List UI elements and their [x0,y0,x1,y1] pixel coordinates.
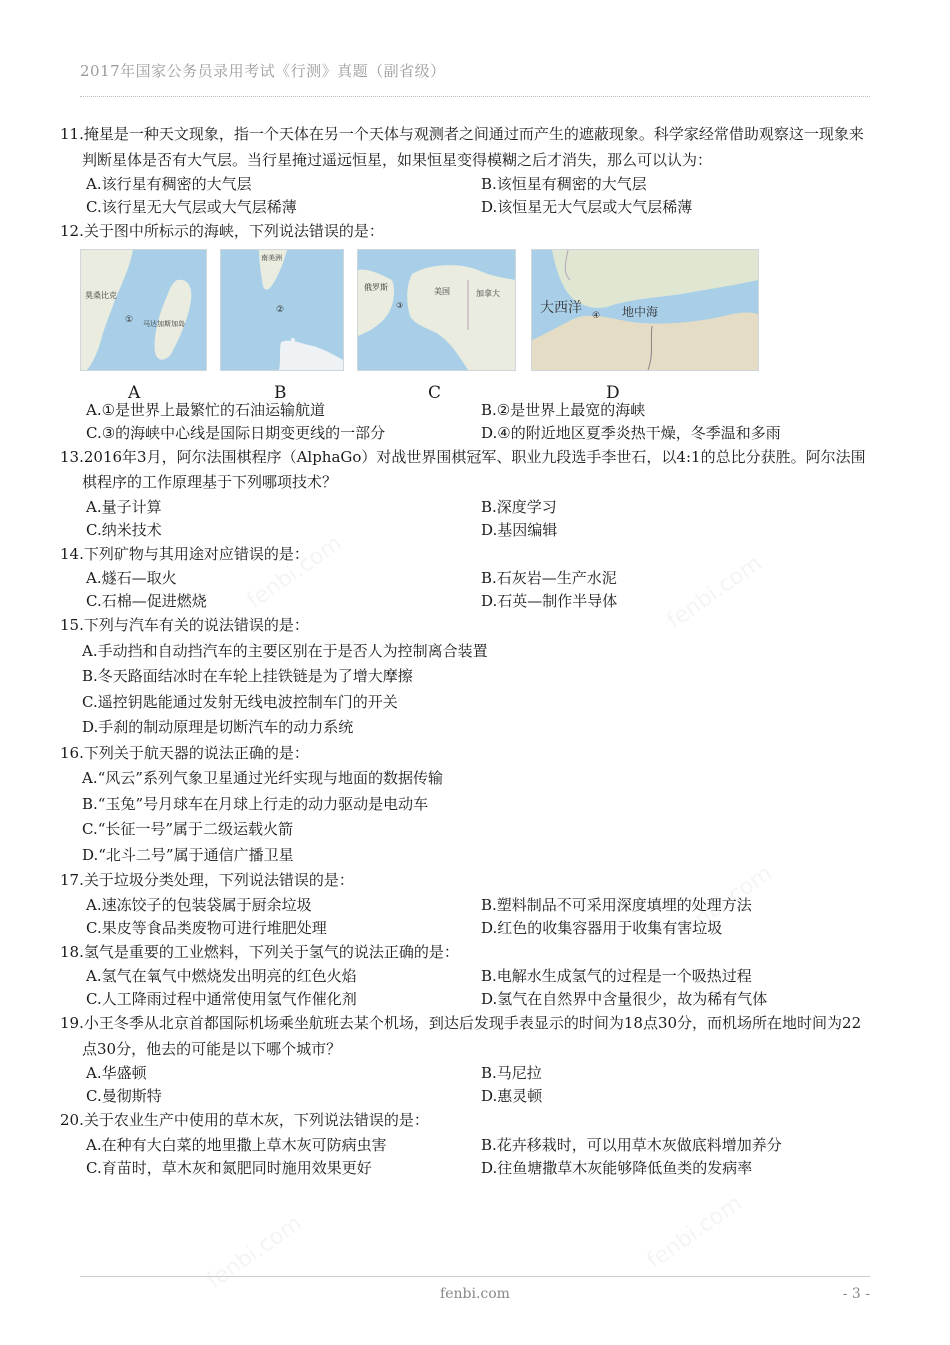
options [60,766,872,868]
option-b[interactable]: B.②是世界上最宽的海峡 [481,400,646,419]
option-c[interactable]: C.遥控钥匙能通过发射无线电波控制车门的开关 [82,692,398,711]
watermark [203,1211,307,1294]
option-c[interactable]: C.纳米技术 [86,520,162,539]
option-c[interactable]: C.人工降雨过程中通常使用氢气作催化剂 [86,990,357,1008]
option-d[interactable]: D.石英—制作半导体 [481,592,618,610]
question-17 [60,868,872,940]
map-a-label: 马达加斯加岛 [143,319,185,328]
map-b-label: 南美洲 [261,253,282,262]
page-header: 2017年国家公务员录用考试《行测》真题（副省级） [80,62,446,80]
option-d[interactable]: D.惠灵顿 [481,1087,543,1105]
option-c[interactable]: C.果皮等食品类废物可进行堆肥处理 [86,918,327,937]
map-b-letter: B [274,382,287,403]
options [60,173,872,219]
question-16 [60,741,872,869]
map-d-label: 大西洋 [540,299,582,316]
option-d[interactable]: D.“北斗二号”属于通信广播卫星 [82,845,294,864]
option-a[interactable]: A.华盛顿 [86,1064,147,1082]
option-a[interactable]: A.氢气在氧气中燃烧发出明亮的红色火焰 [86,967,357,985]
map-d [531,249,759,371]
header-divider [80,96,870,97]
question-stem: 18.氢气是重要的工业燃料，下列关于氢气的说法正确的是： [60,942,459,961]
map-c-label: 美国 [434,286,450,296]
option-b[interactable]: B.“玉兔”号月球车在月球上行走的动力驱动是电动车 [82,794,429,813]
option-b[interactable]: B.电解水生成氢气的过程是一个吸热过程 [481,967,752,985]
options [60,965,872,1011]
option-b[interactable]: B.石灰岩—生产水泥 [481,569,617,587]
question-stem: 17.关于垃圾分类处理，下列说法错误的是： [60,871,354,889]
option-a[interactable]: A.量子计算 [86,497,162,516]
option-a[interactable]: A.速冻饺子的包装袋属于厨余垃圾 [86,895,312,914]
strait-maps [60,249,872,403]
option-d[interactable]: D.该恒星无大气层或大气层稀薄 [481,198,693,216]
options [60,894,872,940]
map-b-image [221,250,343,370]
options [60,399,872,445]
options [60,1134,872,1180]
option-c[interactable]: C.③的海峡中心线是国际日期变更线的一部分 [86,423,386,442]
map-c-label: 俄罗斯 [364,282,388,292]
map-d-letter: D [606,382,620,403]
options [60,639,872,741]
question-20 [60,1108,872,1180]
map-d-image [532,250,758,370]
footer-site: fenbi.com [440,1286,510,1302]
map-d-label: ④ [592,310,601,321]
map-c-letter: C [428,382,442,403]
map-a [80,249,207,371]
option-a[interactable]: A.燧石—取火 [86,569,177,587]
question-list [60,122,872,1180]
option-d[interactable]: D.往鱼塘撒草木灰能够降低鱼类的发病率 [481,1158,753,1177]
option-a[interactable]: A.①是世界上最繁忙的石油运输航道 [86,400,326,419]
option-d[interactable]: D.④的附近地区夏季炎热干燥，冬季温和多雨 [481,423,781,442]
question-19 [60,1011,872,1108]
map-a-label: ① [125,314,134,325]
question-stem: 15.下列与汽车有关的说法错误的是： [60,616,309,634]
map-c-label: ③ [396,300,404,310]
question-stem: 14.下列矿物与其用途对应错误的是： [60,544,309,563]
options [60,567,872,613]
question-12 [60,219,872,445]
footer-divider [80,1276,870,1277]
option-a[interactable]: A.“风云”系列气象卫星通过光纤实现与地面的数据传输 [82,769,443,787]
question-stem: 20.关于农业生产中使用的草木灰，下列说法错误的是： [60,1111,429,1129]
option-b[interactable]: B.马尼拉 [481,1064,542,1082]
option-c[interactable]: C.育苗时，草木灰和氮肥同时施用效果更好 [86,1158,372,1177]
option-c[interactable]: C.该行星无大气层或大气层稀薄 [86,198,297,216]
map-a-letter: A [128,382,141,403]
option-a[interactable]: A.该行星有稠密的大气层 [86,175,252,193]
option-b[interactable]: B.冬天路面结冰时在车轮上挂铁链是为了增大摩擦 [82,667,413,685]
option-d[interactable]: D.氢气在自然界中含量很少，故为稀有气体 [481,990,768,1008]
option-d[interactable]: D.红色的收集容器用于收集有害垃圾 [481,918,723,937]
question-14 [60,542,872,614]
question-stem: 11.掩星是一种天文现象，指一个天体在另一个天体与观测者之间通过而产生的遮蔽现象。科学家经常借助观察这一现象来判断星体是否有大气层。当行星掩过遥远恒星，如果恒星变得模糊之后才消失，那么可以认为： [60,125,864,169]
map-b-label: ② [276,304,285,315]
question-stem: 16.下列关于航天器的说法正确的是： [60,743,309,762]
question-18 [60,940,872,1012]
map-d-label: 地中海 [622,304,659,319]
options [60,1062,872,1108]
watermark [643,1191,747,1274]
question-13 [60,445,872,542]
option-c[interactable]: C.石棉—促进燃烧 [86,592,207,610]
option-b[interactable]: B.该恒星有稠密的大气层 [481,175,647,193]
option-a[interactable]: A.手动挡和自动挡汽车的主要区别在于是否人为控制离合装置 [82,641,488,660]
option-b[interactable]: B.深度学习 [481,497,557,516]
question-stem: 19.小王冬季从北京首都国际机场乘坐航班去某个机场，到达后发现手表显示的时间为18点30分，而机场所在地时间为22点30分，他去的可能是以下哪个城市？ [60,1014,862,1058]
option-a[interactable]: A.在种有大白菜的地里撒上草木灰可防病虫害 [86,1135,387,1154]
map-c-image [358,250,515,370]
option-d[interactable]: D.基因编辑 [481,520,558,539]
map-a-image [81,250,206,370]
map-c [357,249,516,371]
option-b[interactable]: B.塑料制品不可采用深度填埋的处理方法 [481,895,752,914]
options [60,496,872,542]
question-11 [60,122,872,219]
option-c[interactable]: C.“长征一号”属于二级运载火箭 [82,820,294,838]
map-c-label: 加拿大 [476,288,500,298]
option-b[interactable]: B.花卉移栽时，可以用草木灰做底料增加养分 [481,1135,782,1154]
question-15 [60,613,872,741]
option-d[interactable]: D.手刹的制动原理是切断汽车的动力系统 [82,718,354,736]
page-number: - 3 - [842,1286,870,1302]
map-b [220,249,344,371]
question-stem: 12.关于图中所标示的海峡，下列说法错误的是： [60,222,384,240]
map-a-label: 莫桑比克 [85,290,117,300]
question-stem: 13.2016年3月，阿尔法围棋程序（AlphaGo）对战世界围棋冠军、职业九段选手李世石，以4:1的总比分获胜。阿尔法围棋程序的工作原理基于下列哪项技术？ [60,447,866,491]
option-c[interactable]: C.曼彻斯特 [86,1087,162,1105]
